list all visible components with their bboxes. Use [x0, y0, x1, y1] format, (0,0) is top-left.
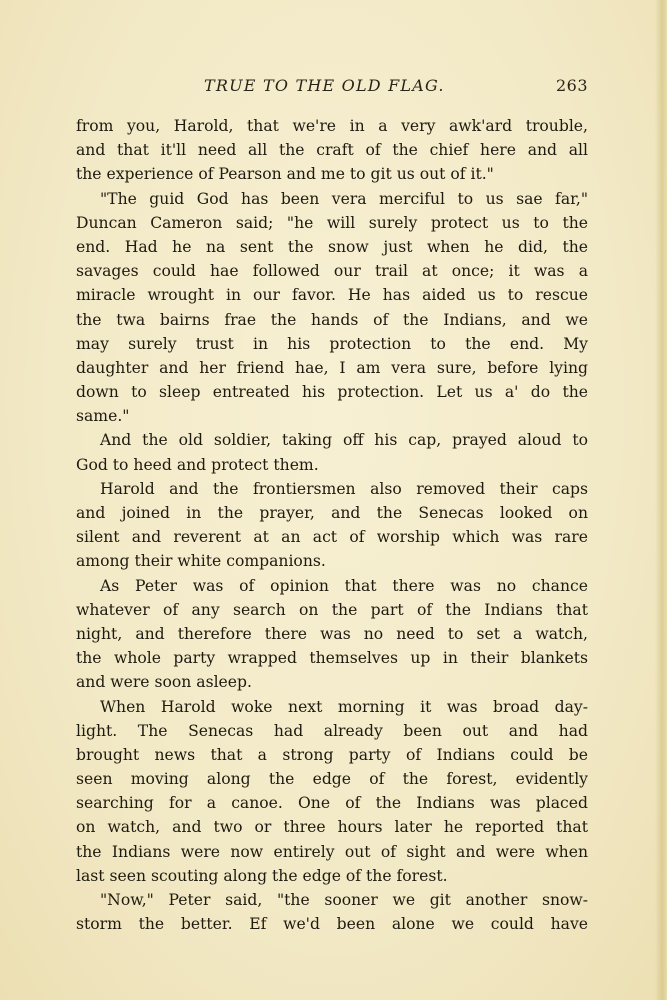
text-line: daughter and her friend hae, I am vera sure, before lying: [76, 358, 588, 377]
text-line: down to sleep entreated his protection. Let us a' do the: [76, 383, 588, 402]
text-line: miracle wrought in our favor. He has aided us to rescue: [76, 286, 588, 305]
text-line: last seen scouting along the edge of the forest.: [76, 866, 448, 885]
text-line: As Peter was of opinion that there was no chance: [100, 576, 588, 595]
text-line: When Harold woke next morning it was broad day-: [100, 697, 588, 716]
text-line: night, and therefore there was no need to set a watch,: [76, 624, 588, 643]
text-line: the Indians were now entirely out of sight and were when: [76, 842, 588, 861]
text-line: the experience of Pearson and me to git us out of it.": [76, 165, 494, 184]
body-text: [76, 114, 588, 936]
text-line: "The guid God has been vera merciful to us sae far,": [100, 189, 588, 208]
text-line: the twa bairns frae the hands of the Indians, and we: [76, 310, 588, 329]
text-line: the whole party wrapped themselves up in their blankets: [76, 649, 588, 668]
text-line: may surely trust in his protection to the end. My: [76, 334, 588, 353]
text-line: light. The Senecas had already been out and had: [76, 721, 588, 740]
text-line: savages could hae followed our trail at once; it was a: [76, 262, 588, 281]
text-line: storm the better. Ef we'd been alone we could have: [76, 915, 588, 934]
text-line: God to heed and protect them.: [76, 455, 319, 474]
text-line: And the old soldier, taking off his cap, prayed aloud to: [100, 431, 588, 450]
text-line: Harold and the frontiersmen also removed their caps: [100, 479, 588, 498]
running-header: [76, 76, 588, 100]
text-line: and joined in the prayer, and the Senecas looked on: [76, 504, 588, 522]
text-line: end. Had he na sent the snow just when he did, the: [76, 237, 588, 256]
text-line: searching for a canoe. One of the Indians was placed: [76, 794, 588, 813]
text-line: silent and reverent at an act of worship which was rare: [76, 528, 588, 547]
text-line: same.": [76, 407, 130, 426]
text-line: "Now," Peter said, "the sooner we git another snow-: [100, 891, 588, 909]
page-number: 263: [555, 76, 588, 95]
text-line: whatever of any search on the part of the Indians that: [76, 600, 588, 619]
text-line: on watch, and two or three hours later he reported that: [76, 818, 588, 837]
running-title: TRUE TO THE OLD FLAG.: [204, 76, 445, 95]
page-edge-shadow: [655, 0, 667, 1000]
text-line: brought news that a strong party of Indians could be: [76, 745, 588, 764]
text-line: and were soon asleep.: [76, 673, 252, 692]
text-line: from you, Harold, that we're in a very awk'ard trouble,: [76, 117, 588, 135]
text-line: among their white companions.: [76, 552, 326, 571]
text-line: Duncan Cameron said; "he will surely protect us to the: [76, 213, 588, 232]
text-line: and that it'll need all the craft of the chief here and all: [76, 141, 588, 160]
text-line: seen moving along the edge of the forest, evidently: [76, 770, 588, 789]
